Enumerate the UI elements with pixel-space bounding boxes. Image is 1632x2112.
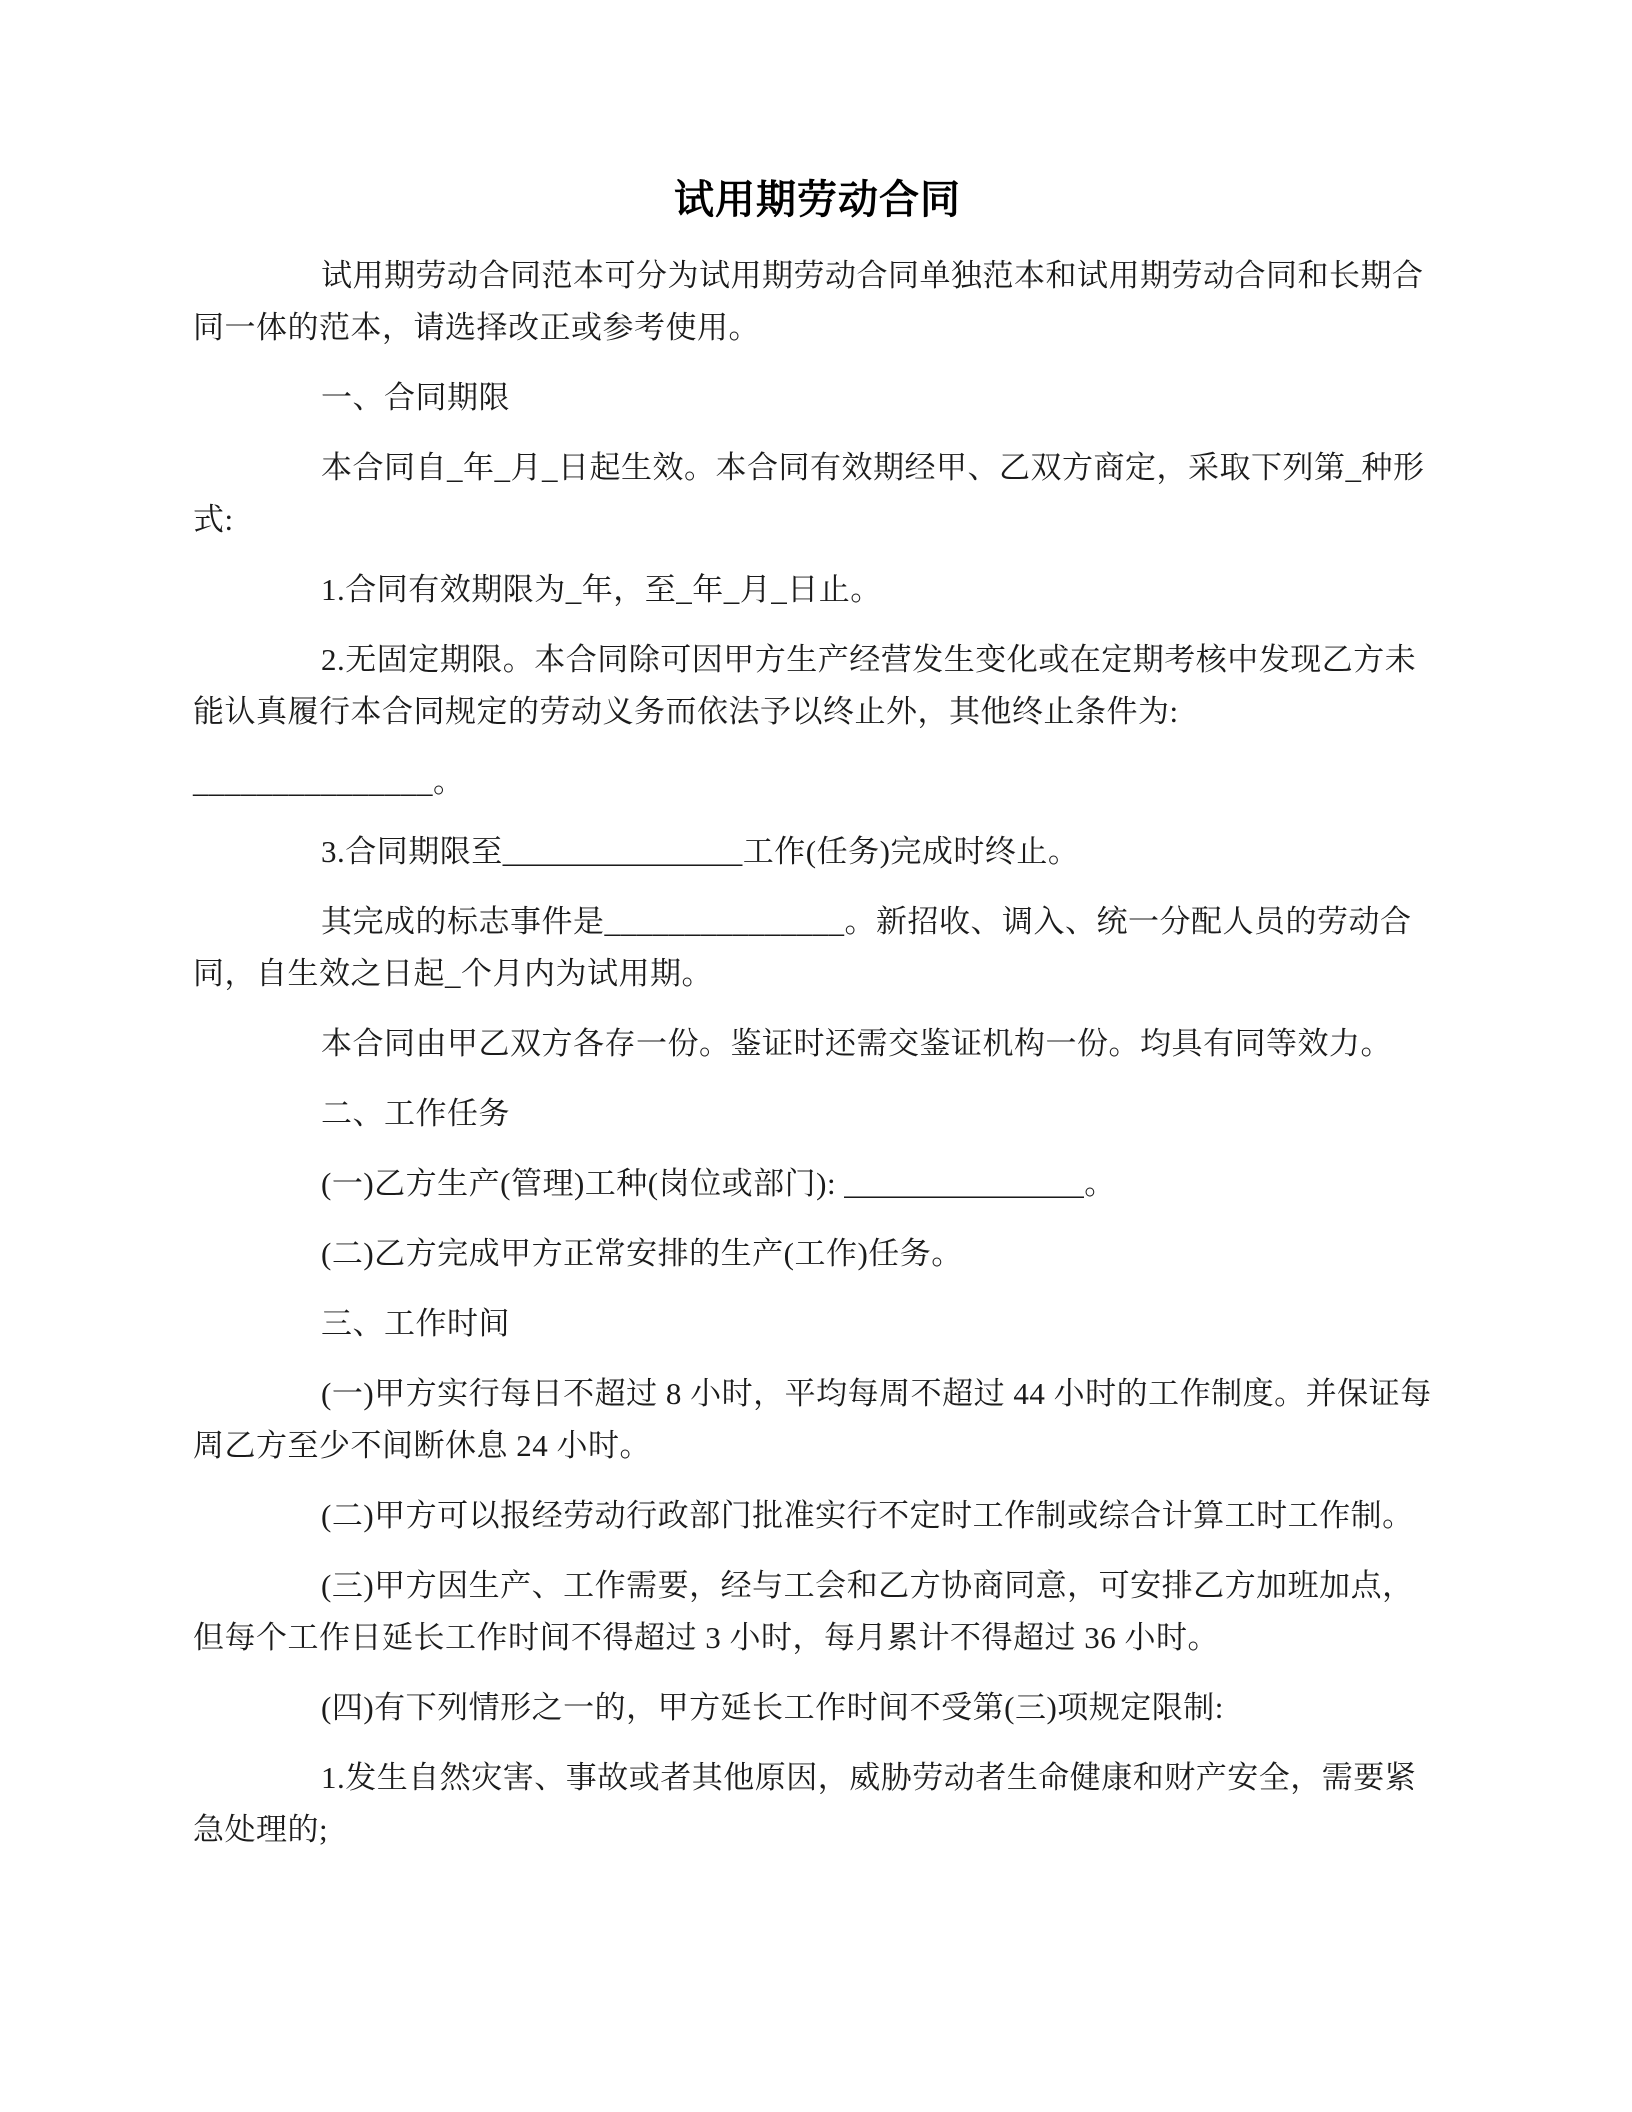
paragraph-section-2-heading: 二、工作任务 [321, 1096, 510, 1131]
paragraph-term-effective: 本合同自_年_月_日起生效。本合同有效期经甲、乙双方商定，采取下列第_种形式: [193, 450, 1425, 537]
paragraph-term-option-2: 2.无固定期限。本合同除可因甲方生产经营发生变化或在定期考核中发现乙方未能认真履行本合同规定的劳动义务而依法予以终止外，其他终止条件为: [193, 642, 1417, 729]
paragraph-time-item-2: (二)甲方可以报经劳动行政部门批准实行不定时工作制或综合计算工时工作制。 [321, 1498, 1414, 1533]
paragraph-term-copies: 本合同由甲乙双方各存一份。鉴证时还需交鉴证机构一份。均具有同等效力。 [321, 1026, 1392, 1061]
paragraph-time-item-3: (三)甲方因生产、工作需要，经与工会和乙方协商同意，可安排乙方加班加点，但每个工作日延长工作时间不得超过 3 小时，每月累计不得超过 36 小时。 [193, 1568, 1414, 1655]
paragraph-term-completion-mark: 其完成的标志事件是_______________。新招收、调入、统一分配人员的劳动合同，自生效之日起_个月内为试用期。 [193, 904, 1412, 991]
paragraph-task-item-2: (二)乙方完成甲方正常安排的生产(工作)任务。 [321, 1236, 963, 1271]
paragraph-term-option-3: 3.合同期限至_______________工作(任务)完成时终止。 [321, 834, 1080, 869]
paragraph-time-item-4-sub-1: 1.发生自然灾害、事故或者其他原因，威胁劳动者生命健康和财产安全，需要紧急处理的; [193, 1760, 1417, 1847]
document-title: 试用期劳动合同 [674, 178, 961, 222]
paragraph-time-item-4: (四)有下列情形之一的，甲方延长工作时间不受第(三)项规定限制: [321, 1690, 1224, 1725]
document-body [193, 250, 1442, 1856]
paragraph-intro: 试用期劳动合同范本可分为试用期劳动合同单独范本和试用期劳动合同和长期合同一体的范本，请选择改正或参考使用。 [193, 258, 1424, 345]
paragraph-task-item-1: (一)乙方生产(管理)工种(岗位或部门): _______________。 [321, 1166, 1116, 1201]
paragraph-section-3-heading: 三、工作时间 [321, 1306, 510, 1341]
paragraph-term-option-1: 1.合同有效期限为_年，至_年_月_日止。 [321, 572, 882, 607]
paragraph-term-option-2-blank: _______________。 [193, 764, 465, 799]
paragraph-section-1-heading: 一、合同期限 [321, 380, 510, 415]
paragraph-time-item-1: (一)甲方实行每日不超过 8 小时，平均每周不超过 44 小时的工作制度。并保证每周乙方至少不间断休息 24 小时。 [193, 1376, 1432, 1463]
